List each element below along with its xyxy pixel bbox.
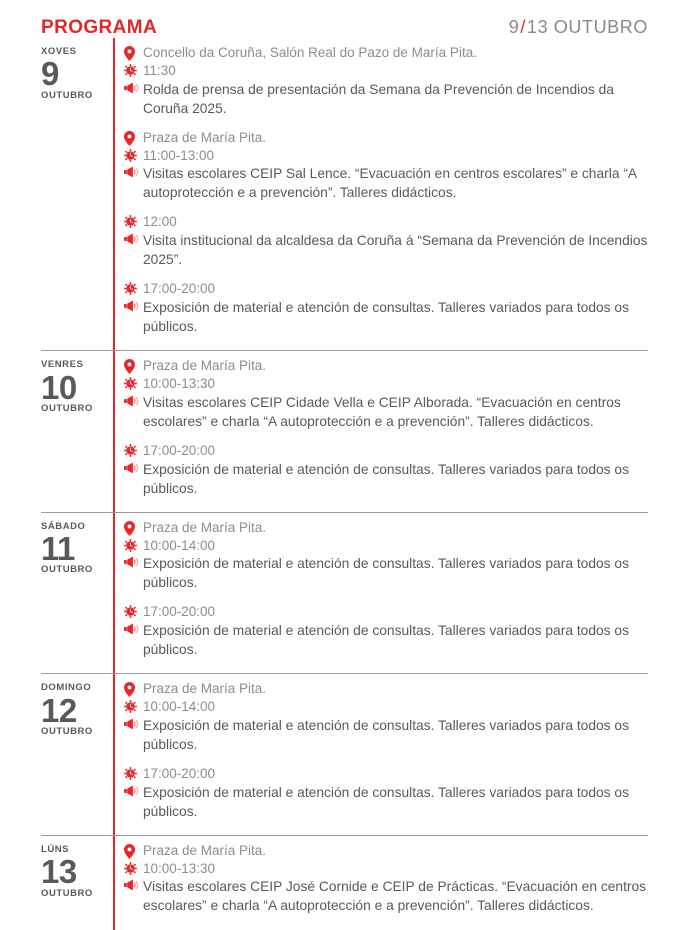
- event-time-text: 17:00-20:00: [143, 765, 216, 781]
- date-range-end: 13 OUTUBRO: [526, 17, 648, 37]
- day-block: [0, 351, 679, 512]
- page-title: PROGRAMA: [41, 17, 158, 38]
- megaphone-icon: [124, 395, 139, 407]
- event-item: [115, 280, 648, 336]
- day-weekday: VENRES: [41, 359, 84, 371]
- event-description-text: Exposición de material e atención de consultas. Talleres variados para todos os públicos.: [143, 623, 629, 658]
- event-location-line: [115, 357, 648, 375]
- schedule-list: [0, 38, 679, 930]
- alarm-clock-icon: [124, 444, 137, 457]
- day-month: OUTUBRO: [41, 89, 93, 101]
- event-item: [115, 603, 648, 659]
- event-description-text: Exposición de material e atención de consultas. Talleres variados para todos os públicos.: [143, 717, 629, 752]
- megaphone-icon: [124, 166, 139, 178]
- event-time-text: 17:00-20:00: [143, 281, 216, 297]
- day-date: [41, 836, 113, 899]
- event-location-text: Praza de María Pita.: [143, 681, 267, 697]
- location-pin-icon: [124, 682, 135, 697]
- alarm-clock-icon: [124, 700, 137, 713]
- event-description-text: Exposición de material e atención de consultas. Talleres variados para todos os públicos.: [143, 300, 629, 335]
- event-description-line: [115, 298, 648, 336]
- event-time-text: 17:00-20:00: [143, 442, 216, 458]
- event-item: [115, 765, 648, 821]
- event-description-icon-slot: [115, 298, 143, 312]
- megaphone-icon: [124, 785, 139, 797]
- event-time-line: [115, 147, 648, 165]
- event-time-line: [115, 213, 648, 231]
- event-time-line: [115, 765, 648, 783]
- alarm-clock-icon: [124, 215, 137, 228]
- event-time-line: [115, 375, 648, 393]
- megaphone-icon: [124, 879, 139, 891]
- event-item: [115, 842, 648, 916]
- day-number: 10: [41, 368, 77, 406]
- event-description-line: [115, 877, 648, 915]
- date-range: [509, 18, 648, 36]
- event-time-line: [115, 280, 648, 298]
- alarm-clock-icon: [124, 605, 137, 618]
- event-time-icon-slot: [115, 442, 143, 457]
- event-time-line: [115, 442, 648, 460]
- location-pin-icon: [124, 844, 135, 859]
- event-location-icon-slot: [115, 44, 143, 61]
- event-time-text: 10:00-13:30: [143, 375, 216, 391]
- event-description-text: Visita institucional da alcaldesa da Coruña á “Semana da Prevención de Incendios 2025”.: [143, 233, 648, 268]
- event-time-icon-slot: [115, 213, 143, 228]
- event-location-text: Praza de María Pita.: [143, 358, 267, 374]
- day-weekday: LÚNS: [41, 843, 70, 855]
- event-time-icon-slot: [115, 537, 143, 552]
- alarm-clock-icon: [124, 862, 137, 875]
- day-number: 9: [41, 55, 59, 93]
- date-range-start: 9: [508, 17, 520, 37]
- event-description-icon-slot: [115, 164, 143, 178]
- event-description-icon-slot: [115, 554, 143, 568]
- event-time-line: [115, 860, 648, 878]
- event-description-line: [115, 164, 648, 202]
- alarm-clock-icon: [124, 767, 137, 780]
- day-month: OUTUBRO: [41, 402, 93, 414]
- event-description-icon-slot: [115, 783, 143, 797]
- event-description-text: Exposición de material e atención de consultas. Talleres variados para todos os públicos.: [143, 461, 629, 496]
- event-location-icon-slot: [115, 357, 143, 374]
- event-item: [115, 519, 648, 593]
- event-time-line: [115, 698, 648, 716]
- day-number: 13: [41, 853, 77, 891]
- event-description-icon-slot: [115, 231, 143, 245]
- event-description-line: [115, 554, 648, 592]
- day-number: 12: [41, 691, 77, 729]
- event-time-line: [115, 603, 648, 621]
- event-time-icon-slot: [115, 375, 143, 390]
- event-time-icon-slot: [115, 860, 143, 875]
- alarm-clock-icon: [124, 539, 137, 552]
- event-item: [115, 357, 648, 431]
- alarm-clock-icon: [124, 64, 137, 77]
- event-location-text: Praza de María Pita.: [143, 842, 267, 858]
- location-pin-icon: [124, 46, 135, 61]
- event-description-text: Exposición de material e atención de consultas. Talleres variados para todos os públicos.: [143, 556, 629, 591]
- event-location-text: Praza de María Pita.: [143, 129, 267, 145]
- event-description-text: Visitas escolares CEIP Sal Lence. “Evacuación en centros escolares” e charla “A autoprotección e a prevención”. Talleres didácticos.: [143, 166, 637, 201]
- megaphone-icon: [124, 300, 139, 312]
- event-item: [115, 44, 648, 118]
- event-description-line: [115, 80, 648, 118]
- event-description-line: [115, 393, 648, 431]
- alarm-clock-icon: [124, 377, 137, 390]
- day-block: [0, 38, 679, 350]
- event-location-line: [115, 44, 648, 62]
- event-description-icon-slot: [115, 621, 143, 635]
- day-month: OUTUBRO: [41, 887, 93, 899]
- event-location-line: [115, 129, 648, 147]
- event-location-icon-slot: [115, 129, 143, 146]
- day-events: [115, 351, 648, 512]
- day-date: [41, 351, 113, 414]
- event-time-text: 17:00-20:00: [143, 604, 216, 620]
- event-item: [115, 442, 648, 498]
- event-description-text: Visitas escolares CEIP José Cornide e CEIP de Prácticas. “Evacuación en centros escolares” e charla “A autoprotección e a prevención”. Talleres didácticos.: [143, 879, 647, 914]
- day-events: [115, 38, 648, 350]
- event-description-text: Visitas escolares CEIP Cidade Vella e CEIP Alborada. “Evacuación en centros escolares” e charla “A autoprotección e a prevención”. Talleres didácticos.: [143, 394, 621, 429]
- event-location-icon-slot: [115, 842, 143, 859]
- event-location-icon-slot: [115, 519, 143, 536]
- day-month: OUTUBRO: [41, 726, 93, 738]
- location-pin-icon: [124, 131, 135, 146]
- event-time-text: 10:00-13:30: [143, 860, 216, 876]
- day-weekday: DOMINGO: [41, 682, 92, 694]
- event-description-line: [115, 621, 648, 659]
- event-description-icon-slot: [115, 877, 143, 891]
- day-weekday: XOVES: [41, 46, 77, 57]
- megaphone-icon: [124, 82, 139, 94]
- event-location-icon-slot: [115, 680, 143, 697]
- megaphone-icon: [124, 556, 139, 568]
- event-time-text: 11:00-13:00: [143, 147, 215, 163]
- event-location-text: Praza de María Pita.: [143, 519, 267, 535]
- event-item: [115, 129, 648, 203]
- day-number: 11: [41, 530, 75, 568]
- alarm-clock-icon: [124, 282, 137, 295]
- event-time-icon-slot: [115, 280, 143, 295]
- day-events: [115, 836, 648, 930]
- event-time-line: [115, 62, 648, 80]
- day-date: [41, 674, 113, 737]
- day-block: [0, 836, 679, 930]
- location-pin-icon: [124, 521, 135, 536]
- event-time-line: [115, 537, 648, 555]
- event-time-text: 10:00-14:00: [143, 537, 216, 553]
- day-month: OUTUBRO: [41, 564, 93, 576]
- event-time-icon-slot: [115, 765, 143, 780]
- day-block: [0, 674, 679, 835]
- day-events: [115, 513, 648, 674]
- event-time-text: 12:00: [143, 214, 177, 230]
- event-description-text: Exposición de material e atención de consultas. Talleres variados para todos os públicos.: [143, 784, 629, 819]
- event-description-icon-slot: [115, 80, 143, 94]
- event-time-icon-slot: [115, 603, 143, 618]
- megaphone-icon: [124, 462, 139, 474]
- day-weekday: SÁBADO: [41, 520, 86, 532]
- megaphone-icon: [124, 233, 139, 245]
- event-description-line: [115, 783, 648, 821]
- day-date: [41, 38, 113, 101]
- event-time-text: 10:00-14:00: [143, 699, 216, 715]
- megaphone-icon: [124, 718, 139, 730]
- page-header: [0, 0, 679, 38]
- date-range-separator: /: [520, 17, 526, 37]
- event-time-icon-slot: [115, 62, 143, 77]
- location-pin-icon: [124, 359, 135, 374]
- event-location-text: Concello da Coruña, Salón Real do Pazo de María Pita.: [143, 45, 477, 60]
- alarm-clock-icon: [124, 149, 137, 162]
- event-time-icon-slot: [115, 147, 143, 162]
- event-description-line: [115, 716, 648, 754]
- day-events: [115, 674, 648, 835]
- event-description-icon-slot: [115, 460, 143, 474]
- event-location-line: [115, 519, 648, 537]
- day-date: [41, 513, 113, 576]
- event-description-line: [115, 460, 648, 498]
- event-item: [115, 213, 648, 269]
- event-location-line: [115, 842, 648, 860]
- event-description-icon-slot: [115, 393, 143, 407]
- megaphone-icon: [124, 623, 139, 635]
- event-description-line: [115, 231, 648, 269]
- event-description-icon-slot: [115, 716, 143, 730]
- day-block: [0, 513, 679, 674]
- event-time-icon-slot: [115, 698, 143, 713]
- event-location-line: [115, 680, 648, 698]
- event-item: [115, 680, 648, 754]
- event-description-text: Rolda de prensa de presentación da Semana da Prevención de Incendios da Coruña 2025.: [143, 81, 614, 116]
- event-time-text: 11:30: [143, 62, 176, 78]
